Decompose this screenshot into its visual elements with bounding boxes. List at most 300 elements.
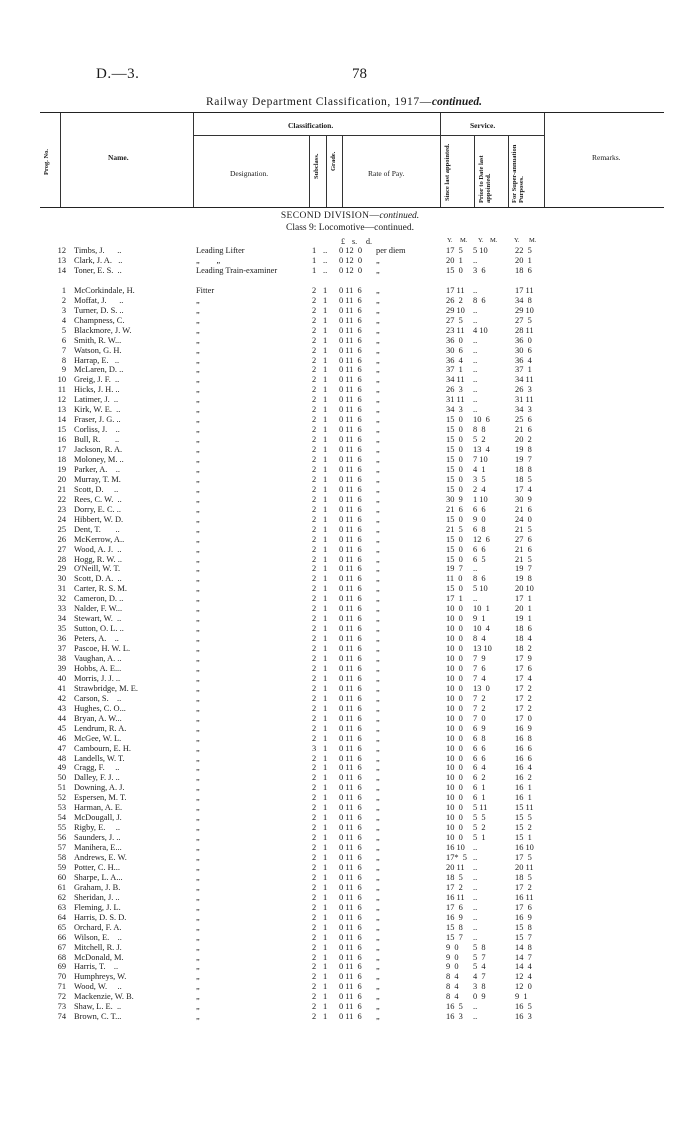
service-prior-to: 7 9 [473,654,486,663]
prog-no: 50 [57,773,66,783]
rate-period: „ [376,693,380,703]
employee-name: Timbs, J. .. [74,246,122,255]
rate-period: „ [376,534,380,544]
grade: 1 [323,703,328,713]
service-since-last: 21 5 [446,524,463,534]
designation: „ [196,862,200,872]
rate-of-pay: 0 11 6 [339,743,362,753]
employee-name: Landells, W. T. [74,753,125,763]
service-superannuation: 26 3 [515,385,532,395]
service-since-last: 15 0 [446,534,463,544]
employee-name: McDonald, M. [74,952,124,962]
service-since-last: 16 3 [446,1012,463,1022]
rate-of-pay: 0 11 6 [339,922,362,932]
table-row [0,435,700,445]
rate-period: „ [376,703,380,713]
table-row [0,365,700,375]
prog-no: 64 [57,912,66,922]
rate-period: „ [376,743,380,753]
service-since-last: 15 0 [446,455,463,464]
service-superannuation: 22 5 [515,246,532,255]
subclass: 2 [312,405,317,415]
rate-period: „ [376,882,380,892]
designation: „ [196,673,200,683]
prog-no: 6 [61,335,66,345]
service-prior-to: 6 8 [473,524,486,534]
service-prior-to: .. [473,375,478,385]
service-prior-to: .. [473,285,478,295]
employee-name: Mitchell, R. J. [74,942,122,952]
table-row [0,754,700,764]
service-prior-to: 5 10 [473,584,488,594]
service-since-last: 30 9 [446,494,463,504]
table-row [0,933,700,943]
rate-of-pay: 0 11 6 [339,644,362,654]
rate-period: „ [376,1012,380,1022]
rate-of-pay: 0 11 6 [339,425,362,435]
grade: 1 [323,544,328,554]
subclass: 2 [312,504,317,514]
prog-no: 3 [61,305,66,315]
service-superannuation: 24 0 [515,514,532,524]
subclass: 2 [312,584,317,594]
designation: „ [196,564,200,574]
subclass: 2 [312,713,317,723]
designation: „ [196,614,200,624]
service-since-last: 26 3 [446,385,463,395]
designation: „ [196,464,200,474]
table-row [0,614,700,624]
designation: „ [196,922,200,932]
prog-no: 60 [57,872,66,882]
rate-period: „ [376,445,380,455]
service-since-last: 10 0 [446,823,463,833]
subclass: 2 [312,634,317,644]
designation: „ [196,554,200,564]
table-row [0,714,700,724]
service-since-last: 10 0 [446,763,463,773]
subclass: 2 [312,793,317,803]
service-superannuation: 18 2 [515,644,532,654]
rate-of-pay: 0 11 6 [339,912,362,922]
employee-name: Peters, A. .. [74,634,119,644]
prog-no: 51 [57,783,66,793]
prog-no: 29 [57,564,66,574]
service-prior-to: 6 6 [473,753,486,763]
employee-name: Carson, S. .. [74,693,122,703]
grade: 1 [323,474,328,484]
grade: 1 [323,763,328,773]
rate-of-pay: 0 11 6 [339,673,362,683]
service-since-last: 10 0 [446,723,463,733]
grade: 1 [323,803,328,813]
employee-name: Manihera, E... [74,843,122,853]
rate-of-pay: 0 11 6 [339,634,362,644]
service-prior-to: .. [473,255,478,265]
subclass: 2 [312,425,317,435]
service-prior-to: 5 7 [473,952,486,962]
rate-of-pay: 0 11 6 [339,335,362,345]
service-since-last: 10 0 [446,713,463,723]
designation: „ [196,773,200,783]
prog-no: 52 [57,793,66,803]
grade: 1 [323,494,328,504]
rate-of-pay: 0 11 6 [339,455,362,464]
table-row [0,853,700,863]
employee-name: Moloney, M. .. [74,455,124,464]
employee-name: Rigby, E. .. [74,823,120,833]
prog-no: 37 [57,644,66,654]
rate-period: „ [376,435,380,445]
grade: .. [323,255,328,265]
employee-name: Sutton, O. L. .. [74,624,124,634]
rate-period: „ [376,335,380,345]
prog-no: 7 [61,345,66,355]
rate-of-pay: 0 11 6 [339,882,362,892]
grade-header: Grade. [330,151,337,171]
designation: „ [196,703,200,713]
rate-of-pay: 0 12 0 [339,265,363,275]
service-superannuation: 12 4 [515,972,532,982]
service-header: Service. [470,121,496,130]
grade: 1 [323,504,328,514]
rate-of-pay: 0 11 6 [339,594,362,604]
table-row [0,525,700,535]
rate-of-pay: 0 11 6 [339,843,362,853]
service-prior-to: 5 4 [473,962,486,972]
rate-of-pay: 0 11 6 [339,763,362,773]
service-superannuation: 20 1 [515,604,532,614]
rate-period: „ [376,833,380,843]
prog-no: 9 [61,365,66,375]
prog-no: 42 [57,693,66,703]
employee-name: Parker, A. .. [74,464,120,474]
service-superannuation: 37 1 [515,365,532,375]
rate-period: „ [376,584,380,594]
employee-name: Hughes, C. O... [74,703,126,713]
grade: .. [323,246,328,255]
grade: 1 [323,584,328,594]
employee-name: Harman, A. E. [74,803,123,813]
prog-no: 47 [57,743,66,753]
rate-of-pay: 0 11 6 [339,494,362,504]
designation: Leading Lifter [196,246,245,255]
table-row [0,306,700,316]
subclass: 2 [312,912,317,922]
service-since-last: 16 10 [446,843,465,853]
designation: „ [196,942,200,952]
grade: 1 [323,484,328,494]
grade: 1 [323,833,328,843]
service-since-last: 15 0 [446,415,463,425]
subclass: 2 [312,285,317,295]
subclass: 2 [312,604,317,614]
prog-no: 15 [57,425,66,435]
service-superannuation: 20 1 [515,255,532,265]
rate-of-pay: 0 11 6 [339,952,362,962]
rate-of-pay: 0 11 6 [339,614,362,624]
employee-name: Dorry, E. C. .. [74,504,121,514]
table-row [0,246,700,256]
employee-name: McCorkindale, H. [74,285,135,295]
service-since-last: 30 6 [446,345,463,355]
grade: 1 [323,574,328,584]
rate-of-pay: 0 11 6 [339,624,362,634]
grade: 1 [323,723,328,733]
service-superannuation: 20 2 [515,435,532,445]
table-row [0,425,700,435]
rate-of-pay: 0 11 6 [339,325,362,335]
designation: „ [196,415,200,425]
employee-name: Harris, D. S. D. [74,912,127,922]
service-superannuation: 36 0 [515,335,532,345]
page-title [206,96,482,108]
service-superannuation: 17 0 [515,713,532,723]
service-prior-to: 12 6 [473,534,490,544]
prog-no: 48 [57,753,66,763]
grade: 1 [323,773,328,783]
service-superannuation: 16 9 [515,912,532,922]
prior-to-header: Prior to Date last appointed. [478,155,492,203]
rate-period: „ [376,345,380,355]
employee-name: Vaughan, A. .. [74,654,122,663]
designation: „ [196,405,200,415]
employee-name: Turner, D. S. .. [74,305,124,315]
employee-name: Lendrum, R. A. [74,723,127,733]
service-prior-to: 6 9 [473,723,486,733]
prog-no: 2 [61,295,66,305]
prog-no: 32 [57,594,66,604]
employee-name: Scott, D. .. [74,484,119,494]
table-row [0,972,700,982]
employee-name: Pascoe, H. W. L. [74,644,131,654]
service-since-last: 15 0 [446,484,463,494]
table-row [0,783,700,793]
prog-no: 19 [57,464,66,474]
prog-no: 16 [57,435,66,445]
table-row [0,535,700,545]
employee-name: Andrews, E. W. [74,853,127,862]
rate-period: „ [376,922,380,932]
prog-no: 11 [57,385,66,395]
service-prior-to: .. [473,594,478,604]
grade: 1 [323,733,328,743]
designation: „ [196,574,200,584]
designation: „ [196,743,200,753]
subclass: 2 [312,703,317,713]
service-prior-to: .. [473,405,478,415]
service-since-last: 10 0 [446,663,463,673]
rate-period: „ [376,574,380,584]
service-prior-to: 7 0 [473,713,486,723]
service-superannuation: 16 6 [515,743,532,753]
prog-no: 38 [57,654,66,663]
subclass: 2 [312,514,317,524]
service-superannuation: 15 2 [515,823,532,833]
table-row [0,356,700,366]
subclass: 2 [312,693,317,703]
rate-of-pay: 0 11 6 [339,862,362,872]
employee-name: Cameron, D. .. [74,594,124,604]
service-superannuation: 18 6 [515,265,532,275]
service-prior-to: 4 10 [473,325,488,335]
rate-of-pay: 0 11 6 [339,574,362,584]
rate-period: „ [376,594,380,604]
service-since-last: 15 0 [446,265,463,275]
subclass: 2 [312,733,317,743]
table-row [0,873,700,883]
table-row [0,495,700,505]
rate-of-pay: 0 11 6 [339,962,362,972]
subclass: 2 [312,992,317,1002]
service-since-last: 31 11 [446,395,465,405]
rate-of-pay: 0 11 6 [339,753,362,763]
subclass: 2 [312,892,317,902]
designation: „ [196,872,200,882]
prog-no: 12 [57,246,66,255]
service-prior-to: 7 4 [473,673,486,683]
service-since-last: 8 4 [446,972,459,982]
service-prior-to: .. [473,892,478,902]
table-row [0,515,700,525]
service-since-last: 9 0 [446,962,459,972]
prog-no: 70 [57,972,66,982]
service-prior-to: 8 6 [473,295,486,305]
service-superannuation: 17 2 [515,882,532,892]
designation: „ [196,445,200,455]
table-row [0,644,700,654]
designation: „ [196,982,200,992]
grade: 1 [323,982,328,992]
service-prior-to: 5 8 [473,942,486,952]
table-row [0,286,700,296]
prog-no: 44 [57,713,66,723]
service-superannuation: 9 1 [515,992,528,1002]
grade: 1 [323,614,328,624]
rate-of-pay: 0 11 6 [339,813,362,823]
employee-name: Rees, C. W. .. [74,494,122,504]
grade: 1 [323,524,328,534]
grade: 1 [323,783,328,793]
employee-name: Harris, T. .. [74,962,119,972]
grade: 1 [323,365,328,375]
subclass: 2 [312,464,317,474]
designation: „ [196,624,200,634]
grade: 1 [323,514,328,524]
employee-name: Potter, C. H... [74,862,120,872]
employee-name: Cragg, F. .. [74,763,120,773]
employee-name: Corliss, J. .. [74,425,120,435]
table-row [0,803,700,813]
service-superannuation: 17 2 [515,683,532,693]
designation: „ [196,534,200,544]
service-since-last: 15 0 [446,584,463,594]
service-prior-to: .. [473,862,478,872]
service-superannuation: 18 5 [515,474,532,484]
subclass: 2 [312,922,317,932]
prog-no: 13 [57,255,66,265]
rate-period: „ [376,823,380,833]
service-prior-to: 6 1 [473,783,486,793]
employee-name: Stewart, W. .. [74,614,122,624]
table-row [0,1012,700,1022]
service-superannuation: 17 5 [515,853,532,862]
service-prior-to: .. [473,872,478,882]
rate-period: „ [376,763,380,773]
rate-of-pay: 0 11 6 [339,773,362,783]
service-since-last: 36 4 [446,355,463,365]
employee-name: Blackmore, J. W. [74,325,132,335]
rate-of-pay: 0 11 6 [339,892,362,902]
division-heading [0,211,700,221]
designation: „ [196,335,200,345]
rate-period: „ [376,474,380,484]
designation: „ [196,962,200,972]
service-since-last: 17 2 [446,882,463,892]
service-prior-to: 5 1 [473,833,486,843]
rate-period: „ [376,405,380,415]
service-since-last: 26 2 [446,295,463,305]
designation: „ [196,455,200,464]
rate-of-pay: 0 11 6 [339,474,362,484]
employee-name: Cambourn, E. H. [74,743,131,753]
service-superannuation: 15 7 [515,932,532,942]
grade: 1 [323,295,328,305]
designation: „ [196,355,200,365]
table-row [0,465,700,475]
designation: „ [196,713,200,723]
table-row [0,555,700,565]
service-since-last: 10 0 [446,783,463,793]
grade: 1 [323,395,328,405]
employee-name: Mackenzie, W. B. [74,992,134,1002]
grade: 1 [323,425,328,435]
service-prior-to: .. [473,355,478,365]
prog-no: 53 [57,803,66,813]
rate-of-pay: 0 11 6 [339,395,362,405]
prog-no: 5 [61,325,66,335]
service-since-last: 17* 5 [446,853,467,862]
designation: „ [196,474,200,484]
service-prior-to: 7 6 [473,663,486,673]
designation: „ [196,783,200,793]
document-reference: D.—3. [96,66,140,82]
rate-period: „ [376,395,380,405]
service-prior-to: 1 10 [473,494,488,504]
for-super-header: For Super-annuation Purposes. [511,144,525,203]
rate-of-pay: 0 11 6 [339,295,362,305]
designation: „ [196,723,200,733]
service-superannuation: 17 6 [515,902,532,912]
unit-pounds: £ [341,237,345,246]
subclass: 2 [312,1012,317,1022]
rate-of-pay: 0 11 6 [339,315,362,325]
table-row [0,744,700,754]
service-prior-to: 6 4 [473,763,486,773]
rate-period: „ [376,982,380,992]
table-row [0,833,700,843]
grade: 1 [323,624,328,634]
employee-name: Jackson, R. A. [74,445,123,455]
service-prior-to: .. [473,385,478,395]
table-row [0,634,700,644]
service-prior-to: .. [473,922,478,932]
service-since-last: 34 3 [446,405,463,415]
division-heading-continued: continued. [379,211,420,221]
grade: 1 [323,882,328,892]
service-superannuation: 29 10 [515,305,534,315]
grade: 1 [323,673,328,683]
